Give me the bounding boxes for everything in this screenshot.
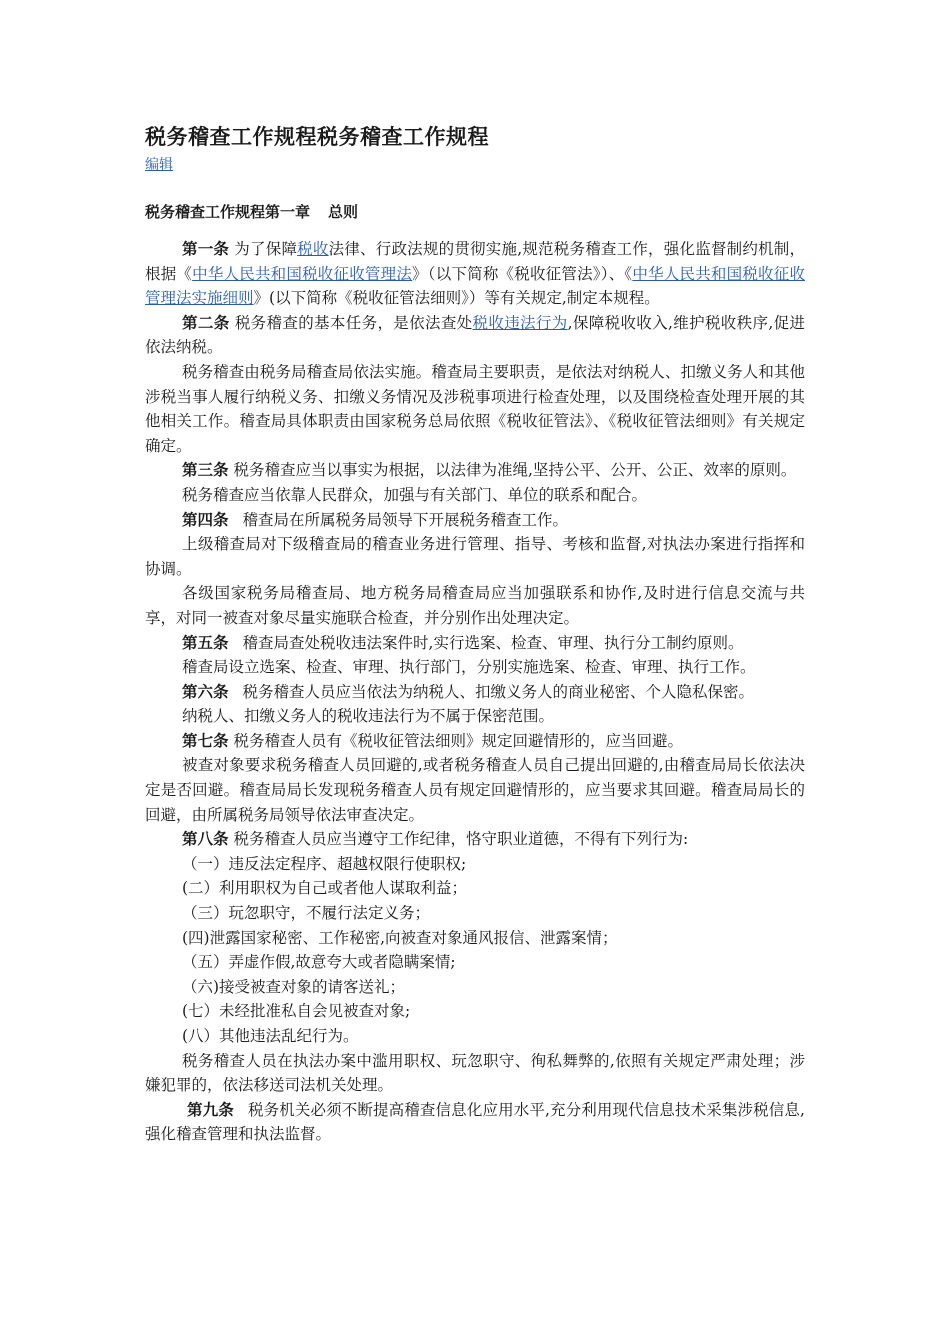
article-label: 第九条 [187,1100,234,1119]
document-title: 税务稽查工作规程税务稽查工作规程 [145,125,489,149]
article-label: 第六条 [182,682,229,701]
list-item: （六)接受被查对象的请客送礼； [182,977,406,996]
edit-link[interactable]: 编辑 [145,157,173,173]
link-tax-collection-law[interactable]: 中华人民共和国税收征收管理法 [192,264,413,283]
link-tax[interactable]: 税收 [297,240,329,258]
list-item: （三）玩忽职守，不履行法定义务； [182,904,431,923]
list-item: (四)泄露国家秘密、工作秘密,向被查对象通风报信、泄露案情； [182,928,618,947]
article-label: 第八条 [182,830,229,849]
article-1: 第一条 为了保障税收法律、行政法规的贯彻实施,规范税务稽查工作，强化监督制约机制，根据《中华人民共和国税收征收管理法》（以下简称《税收征管法》）、《中华人民共和国税收征收管理法实施细则》(以下简称《税收征管法细则》）等有关规定,制定本规程。 [145,240,805,308]
article-3: 第三条 税务稽查应当以事实为根据，以法律为准绳,坚持公平、公开、公正、效率的原则。 [182,461,797,480]
article-label: 第五条 [182,633,229,652]
article-7: 第七条 税务稽查人员有《税收征管法细则》规定回避情形的，应当回避。 [182,731,683,750]
article-8-para-2: 税务稽查人员在执法办案中滥用职权、玩忽职守、徇私舞弊的,依照有关规定严肃处理；涉嫌犯罪的，依法移送司法机关处理。 [145,1051,805,1095]
article-5-para-2: 稽查局设立选案、检查、审理、执行部门，分别实施选案、检查、审理、执行工作。 [182,658,756,677]
list-item: (二）利用职权为自己或者他人谋取利益； [182,879,468,898]
list-item: （五）弄虚作假,故意夸大或者隐瞒案情; [182,953,456,972]
article-label: 第二条 [182,313,230,332]
article-6: 第六条 税务稽查人员应当依法为纳税人、扣缴义务人的商业秘密、个人隐私保密。 [182,682,755,701]
article-7-para-2: 被查对象要求税务稽查人员回避的,或者税务稽查人员自己提出回避的,由稽查局局长依法决定是否回避。稽查局局长发现税务稽查人员有规定回避情形的，应当要求其回避。稽查局局长的回避，由所属税务局领导依法审查决定。 [145,756,805,824]
article-2-para-2: 税务稽查由税务局稽查局依法实施。稽查局主要职责，是依法对纳税人、扣缴义务人和其他涉税当事人履行纳税义务、扣缴义务情况及涉税事项进行检查处理，以及围绕检查处理开展的其他相关工作。稽查局具体职责由国家税务总局依照《税收征管法》、《税收征管法细则》有关规定确定。 [145,362,805,455]
list-item: (七）未经批准私自会见被查对象; [182,1002,411,1021]
article-label: 第四条 [182,510,229,529]
list-item: （一）违反法定程序、超越权限行使职权; [182,854,467,873]
article-2: 第二条 税务稽查的基本任务，是依法查处税收违法行为,保障税收收入,维护税收秩序,促进依法纳税。 [145,313,805,357]
article-4: 第四条 稽查局在所属税务局领导下开展税务稽查工作。 [182,510,569,529]
article-label: 第七条 [182,731,229,750]
article-3-para-2: 税务稽查应当依靠人民群众，加强与有关部门、单位的联系和配合。 [182,485,648,504]
article-5: 第五条 稽查局查处税收违法案件时,实行选案、检查、审理、执行分工制约原则。 [182,633,744,652]
article-4-para-3: 各级国家税务局稽查局、地方税务局稽查局应当加强联系和协作,及时进行信息交流与共享，对同一被查对象尽量实施联合检查，并分别作出处理决定。 [145,584,805,627]
article-label: 第三条 [182,461,229,480]
chapter-heading [145,201,805,223]
document-page [145,120,805,1147]
chapter-heading-title: 税务稽查工作规程第一章 [145,203,311,221]
article-8: 第八条 税务稽查人员应当遵守工作纪律，恪守职业道德，不得有下列行为: [182,830,689,849]
article-6-para-2: 纳税人、扣缴义务人的税收违法行为不属于保密范围。 [182,707,555,726]
article-9: 第九条 税务机关必须不断提高稽查信息化应用水平,充分利用现代信息技术采集涉税信息,强化稽查管理和执法监督。 [145,1100,805,1144]
link-tax-violation[interactable]: 税收违法行为 [472,313,568,332]
list-item: (八）其他违法乱纪行为。 [182,1027,359,1045]
article-label: 第一条 [182,240,230,258]
article-4-para-2: 上级稽查局对下级稽查局的稽查业务进行管理、指导、考核和监督,对执法办案进行指挥和协调。 [145,535,805,578]
chapter-heading-subtitle: 总则 [328,203,359,221]
link-tax-collection-law-rules[interactable]: 中华人民共和国税收征收管理法实施细则 [145,264,805,308]
